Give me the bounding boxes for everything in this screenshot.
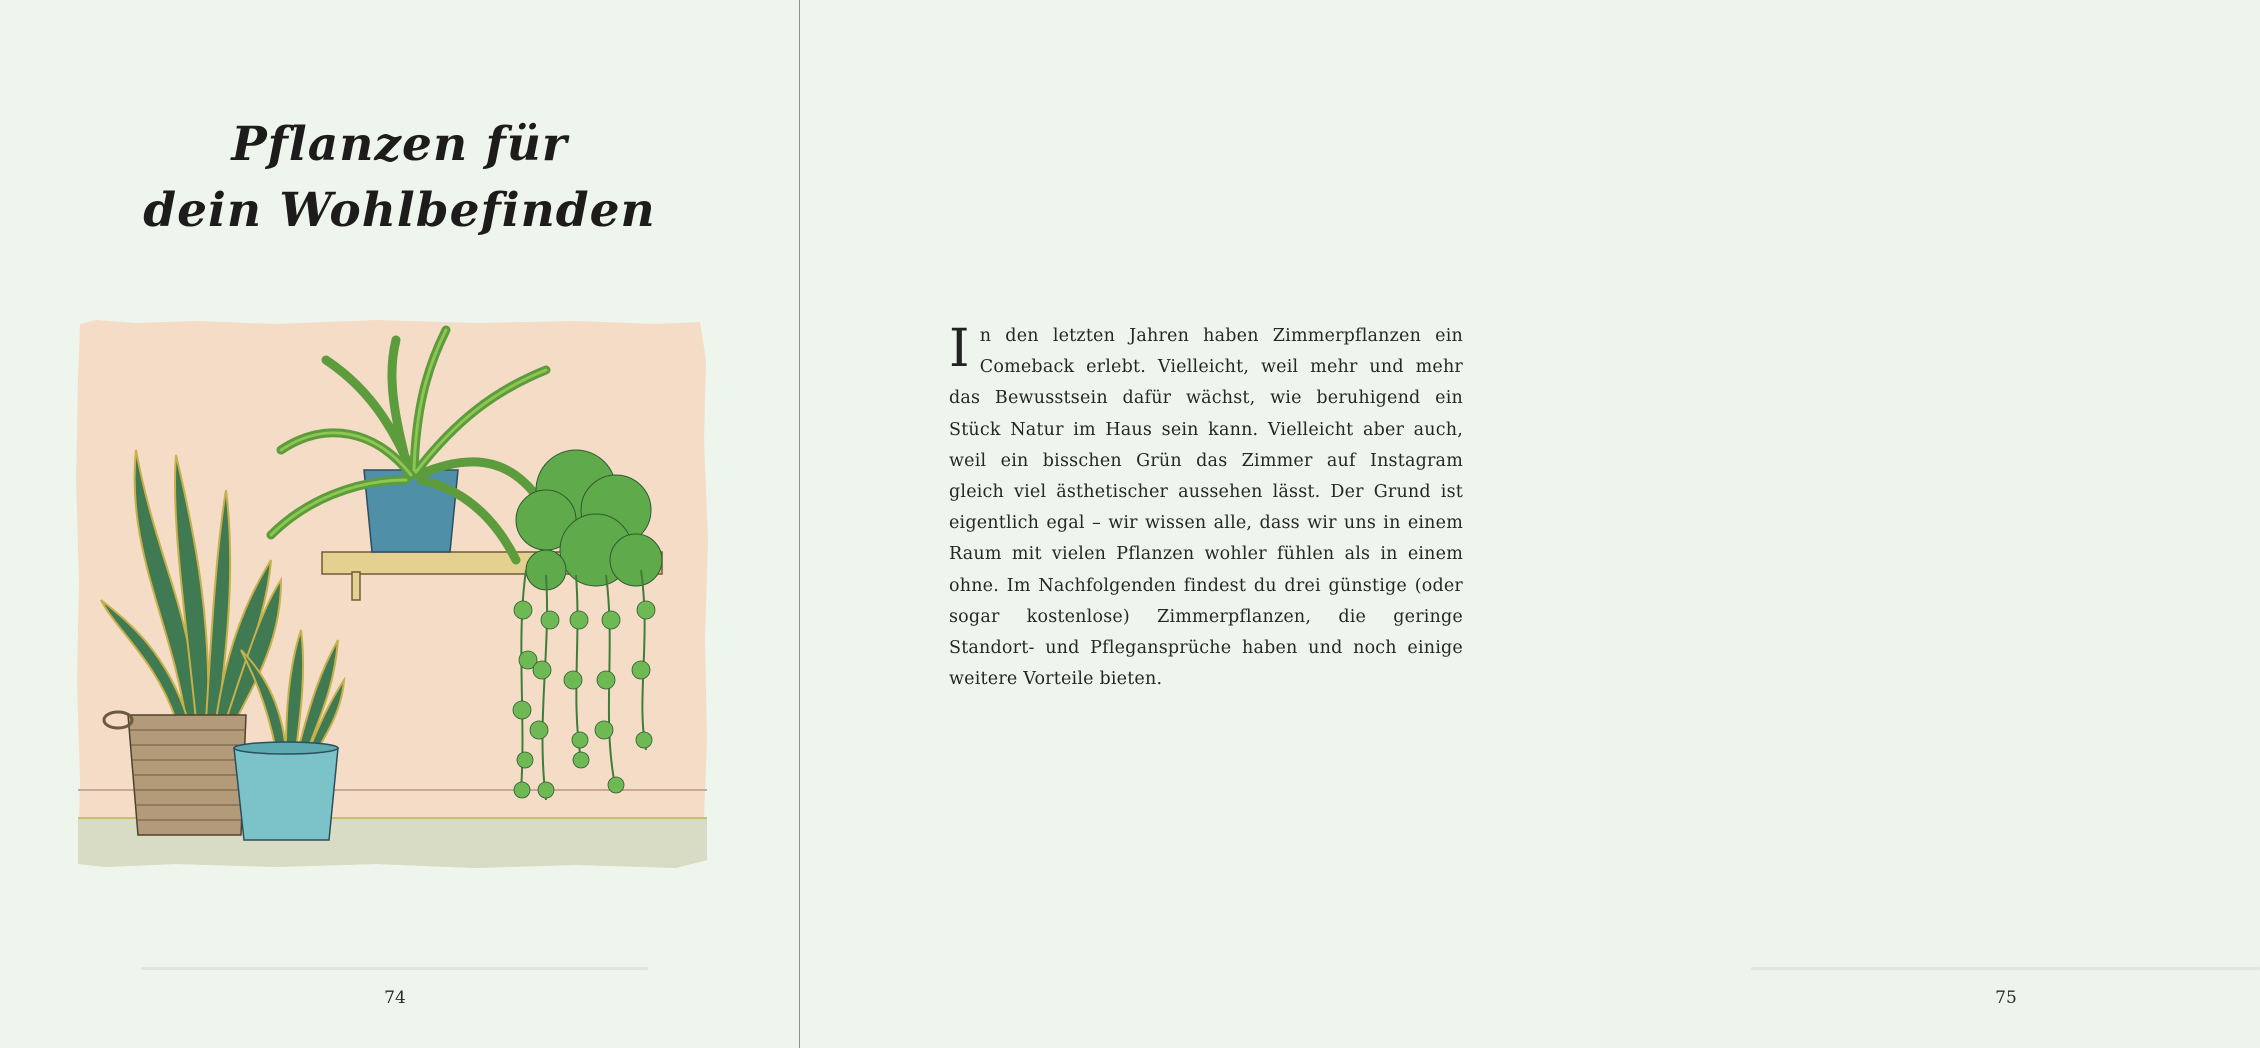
page-title [0, 112, 799, 244]
page-number-right: 75 [1995, 988, 2017, 1008]
shelf-bracket [352, 572, 360, 600]
footer-rule-left [141, 967, 648, 970]
left-page [0, 0, 799, 1048]
drop-cap: I [949, 319, 970, 379]
page-number-left: 74 [384, 988, 406, 1008]
body-paragraph [949, 321, 1463, 695]
body-text: n den letzten Jahren haben Zimmerpflanzen ein Comeback erlebt. Vielleicht, weil mehr und mehr das Bewusstsein dafür wächst, wie beruhigend ein Stück Natur im Haus sein kann. Vielleicht aber auch, weil ein bisschen Grün das Zimmer auf Instagram gleich viel ästhetischer aussehen lässt. Der Grund ist eigentlich egal – wir wissen alle, dass wir uns in einem Raum mit vielen Pflanzen wohler fühlen als in einem ohne. Im Nachfolgenden findest du drei günstige (oder sogar kostenlose) Zimmerpflanzen, die geringe Standort- und Pflegansprüche haben und noch einige weitere Vorteile bieten. [949, 326, 1463, 690]
houseplants-illustration [76, 320, 712, 880]
title-line-2: dein Wohlbefinden [143, 183, 656, 238]
title-line-1: Pflanzen für [231, 117, 568, 172]
teal-pot [234, 748, 338, 840]
footer-rule-right [1751, 967, 2260, 970]
